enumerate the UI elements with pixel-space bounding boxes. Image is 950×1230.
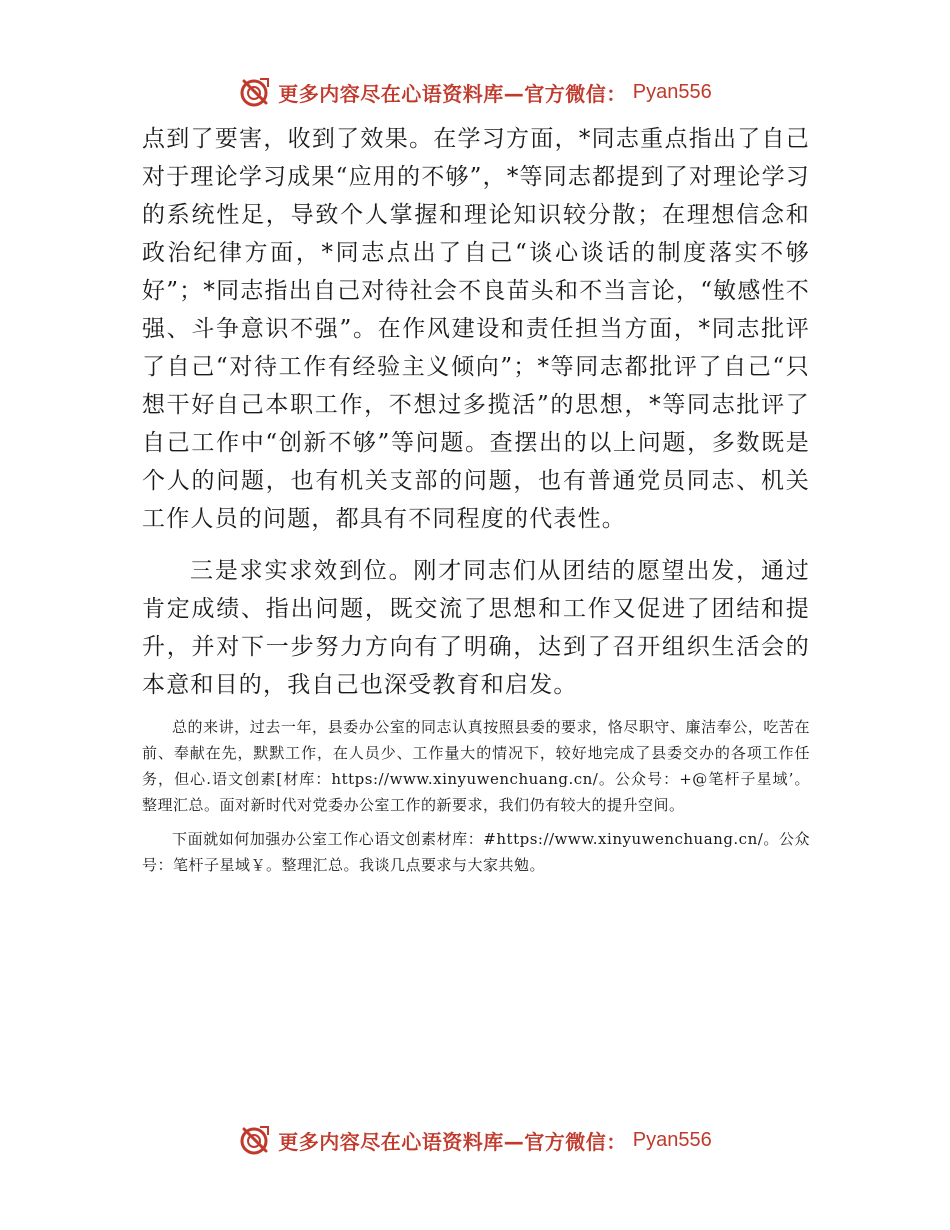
paragraph-requirements-intro: 下面就如何加强办公室工作心语文创素材库：#https://www.xinyuwenchuang.cn/。公众号：笔杆子星域￥。整理汇总。我谈几点要求与大家共勉。	[142, 830, 810, 874]
header-banner-text: 更多内容尽在心语资料库—官方微信：	[278, 81, 627, 106]
footer-banner	[0, 1120, 950, 1160]
paragraph-third-point: 三是求实求效到位。刚才同志们从团结的愿望出发，通过肯定成绩、指出问题，既交流了思想和工作又促进了团结和提升，并对下一步努力方向有了明确，达到了召开组织生活会的本意和目的，我自己也深受教育和启发。	[142, 558, 810, 698]
brand-logo-icon	[238, 75, 272, 109]
header-banner	[0, 72, 950, 112]
header-wechat-id: Pyan556	[632, 80, 712, 103]
brand-logo-icon	[238, 1123, 272, 1157]
footer-wechat-id: Pyan556	[632, 1128, 712, 1151]
paragraph-summary: 总的来讲，过去一年，县委办公室的同志认真按照县委的要求，恪尽职守、廉洁奉公，吃苦在前、奉献在先，默默工作，在人员少、工作量大的情况下，较好地完成了县委交办的各项工作任务，但心.语文创素[材库：https://www.xinyuwenchuang.cn/。公众号：+@笔杆子星域’。整理汇总。面对新时代对党委办公室工作的新要求，我们仍有较大的提升空间。	[142, 718, 810, 814]
footer-banner-text: 更多内容尽在心语资料库—官方微信：	[278, 1129, 627, 1154]
document-body	[142, 120, 810, 878]
paragraph-review-findings: 点到了要害，收到了效果。在学习方面，*同志重点指出了自己对于理论学习成果“应用的不够”，*等同志都提到了对理论学习的系统性足，导致个人掌握和理论知识较分散；在理想信念和政治纪律方面，*同志点出了自己“谈心谈话的制度落实不够好”；*同志指出自己对待社会不良苗头和不当言论，“敏感性不强、斗争意识不强”。在作风建设和责任担当方面，*同志批评了自己“对待工作有经验主义倾向”；*等同志都批评了自己“只想干好自己本职工作，不想过多揽活”的思想，*等同志批评了自己工作中“创新不够”等问题。查摆出的以上问题，多数既是个人的问题，也有机关支部的问题，也有普通党员同志、机关工作人员的问题，都具有不同程度的代表性。	[142, 126, 810, 532]
